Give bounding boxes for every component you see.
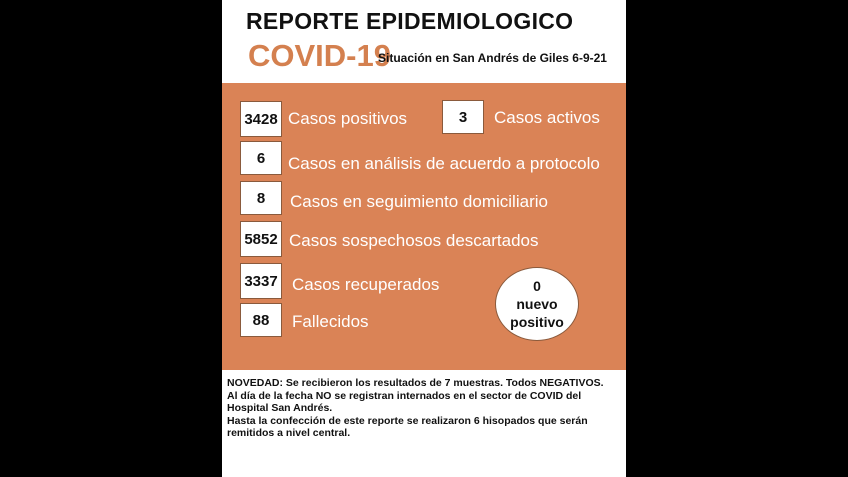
covid-heading: COVID-19 <box>248 38 391 73</box>
recuperados-label: Casos recuperados <box>292 275 440 294</box>
activos-label: Casos activos <box>494 108 600 127</box>
recuperados-value: 3337 <box>240 263 282 299</box>
descartados-label: Casos sospechosos descartados <box>289 231 539 250</box>
situation-subtitle: Situación en San Andrés de Giles 6-9-21 <box>378 51 607 65</box>
report-notes <box>227 377 623 440</box>
seguimiento-label: Casos en seguimiento domiciliario <box>290 192 548 211</box>
seguimiento-value: 8 <box>240 181 282 215</box>
report-title: REPORTE EPIDEMIOLOGICO <box>246 8 574 34</box>
fallecidos-value: 88 <box>240 303 282 337</box>
report-sheet <box>222 0 626 477</box>
stats-panel <box>222 83 626 370</box>
fallecidos-label: Fallecidos <box>292 312 369 331</box>
nuevo-line1: nuevo <box>516 296 558 312</box>
positivos-label: Casos positivos <box>288 109 408 128</box>
positivos-value: 3428 <box>240 101 282 137</box>
analisis-label: Casos en análisis de acuerdo a protocolo <box>288 154 600 173</box>
note-internados: Al día de la fecha NO se registran internados en el sector de COVID del Hospital San Andrés. <box>227 389 582 415</box>
nuevo-count: 0 <box>533 278 541 294</box>
activos-value: 3 <box>442 100 484 134</box>
note-hisopados: Hasta la confección de este reporte se realizaron 6 hisopados que serán remitidos a nivel central. <box>227 414 588 440</box>
nuevo-line2: positivo <box>510 314 564 330</box>
nuevo-positivo-badge <box>495 267 579 341</box>
analisis-value: 6 <box>240 141 282 175</box>
descartados-value: 5852 <box>240 221 282 257</box>
note-novedad: NOVEDAD: Se recibieron los resultados de 7 muestras. Todos NEGATIVOS. <box>227 377 604 389</box>
